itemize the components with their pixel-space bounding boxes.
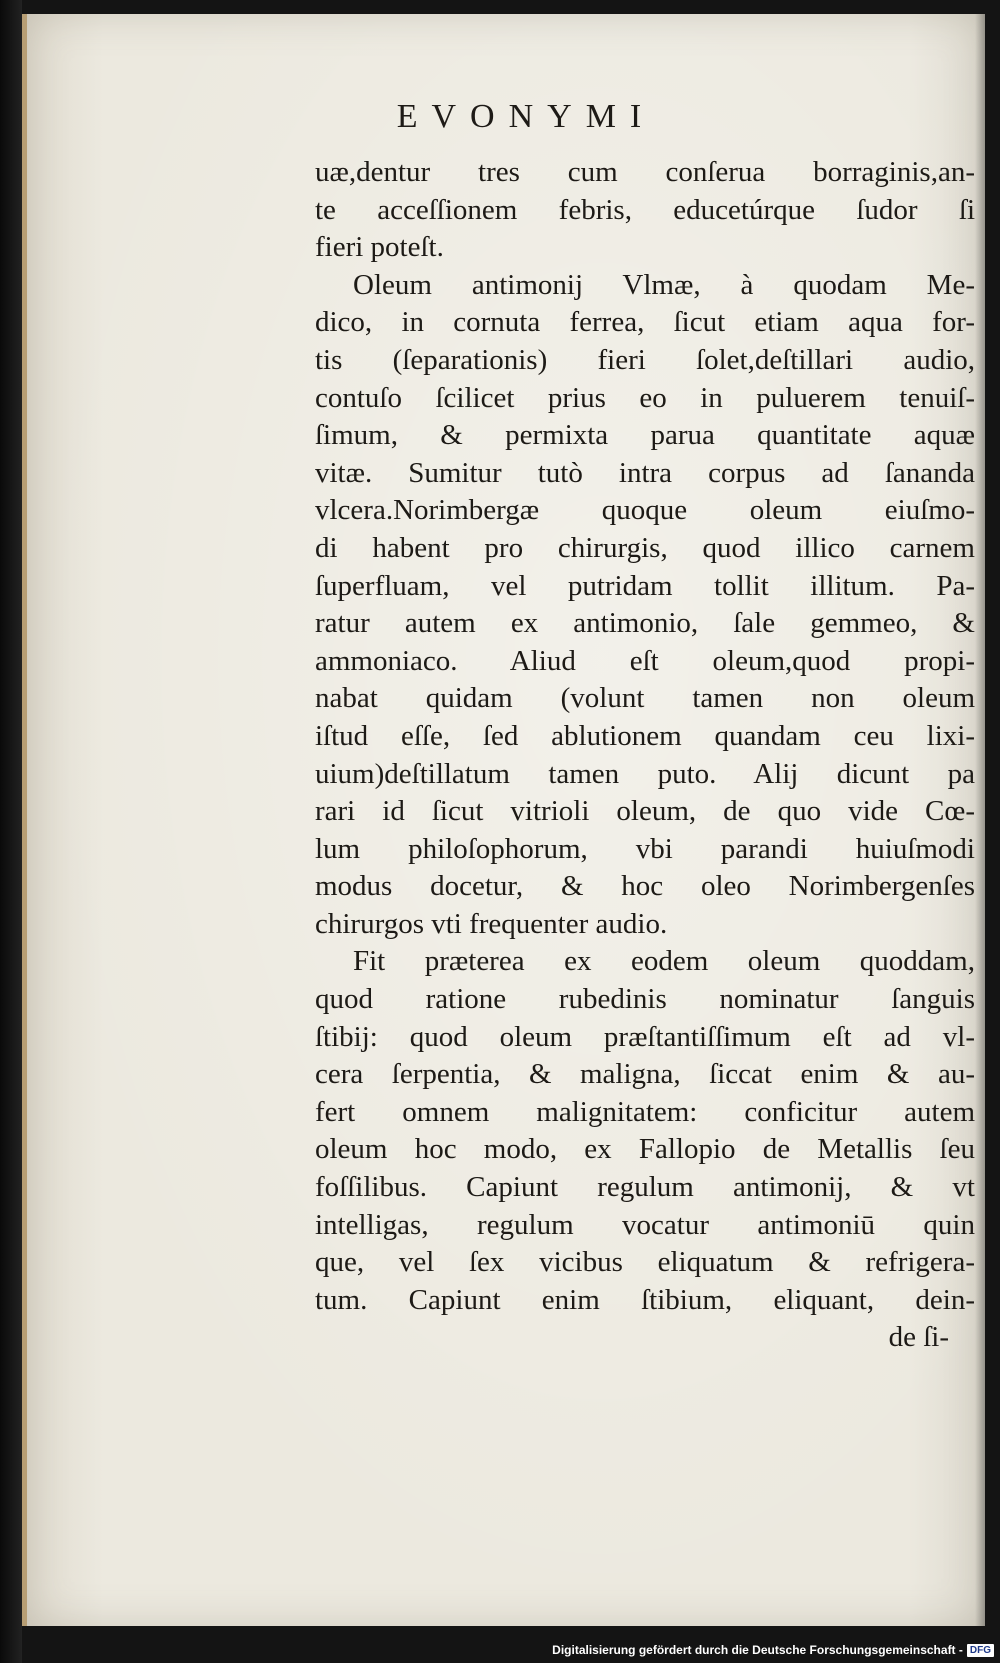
text-line: contuſo ſcilicet prius eo in puluerem tenuiſ- [315, 381, 975, 414]
text-line: uæ,dentur tres cum conſerua borraginis,an- [315, 156, 975, 188]
text-line: ſimum, & permixta parua quantitate aquæ [315, 419, 975, 452]
text-line: di habent pro chirurgis, quod illico carnem [315, 531, 975, 564]
text-line: vlcera.Norimbergæ quoque oleum eiuſmo- [315, 494, 975, 527]
book-page [22, 14, 985, 1626]
text-line: ratur autem ex antimonio, ſale gemmeo, & [315, 607, 975, 640]
text-line: dico, in cornuta ferrea, ſicut etiam aqua for- [315, 306, 975, 339]
catchword: de ſi- [888, 1321, 949, 1354]
page-edge-shadow [975, 14, 985, 1626]
text-line: nabat quidam (volunt tamen non oleum [315, 682, 975, 715]
text-line: oleum hoc modo, ex Fallopio de Metallis ſeu [315, 1133, 975, 1166]
text-line: fert omnem malignitatem: conficitur autem [315, 1095, 975, 1128]
text-line: ammoniaco. Aliud eſt oleum,quod propi- [315, 644, 975, 677]
text-line: ſtibij: quod oleum præſtantiſſimum eſt ad vl- [315, 1020, 975, 1053]
text-line: quod ratione rubedinis nominatur ſanguis [315, 983, 975, 1016]
digitization-credit [552, 1643, 994, 1657]
book-spine [0, 0, 22, 1663]
text-line: Oleum antimonij Vlmæ, à quodam Me- [353, 268, 975, 301]
text-line: tis (ſeparationis) fieri ſolet,deſtillari audio, [315, 343, 975, 376]
running-head: EVONYMI [396, 98, 656, 135]
text-line: lum philoſophorum, vbi parandi huiuſmodi [315, 832, 975, 865]
text-line: modus docetur, & hoc oleo Norimbergenſes [315, 870, 975, 903]
text-line: uium)deſtillatum tamen puto. Alij dicunt pa [315, 757, 975, 790]
text-line: vitæ. Sumitur tutò intra corpus ad ſananda [315, 456, 975, 489]
text-line: iſtud eſſe, ſed ablutionem quandam ceu lixi- [315, 719, 975, 752]
text-line: fieri poteſt. [315, 231, 444, 264]
dfg-logo-icon: DFG [967, 1644, 994, 1657]
text-line: rari id ſicut vitrioli oleum, de quo vide Cœ- [315, 795, 975, 828]
text-line: te acceſſionem febris, educetúrque ſudor ſi [315, 193, 975, 226]
text-line: ſuperfluam, vel putridam tollit illitum. Pa- [315, 569, 975, 602]
text-line: tum. Capiunt enim ſtibium, eliquant, dein- [315, 1283, 975, 1316]
text-line: foſſilibus. Capiunt regulum antimonij, & vt [315, 1171, 975, 1204]
text-line: Fit præterea ex eodem oleum quoddam, [353, 945, 975, 978]
text-line: intelligas, regulum vocatur antimoniū quin [315, 1208, 975, 1241]
text-line: que, vel ſex vicibus eliquatum & refrigera- [315, 1246, 975, 1279]
credit-text: Digitalisierung gefördert durch die Deutsche Forschungsgemeinschaft - [552, 1643, 963, 1657]
text-line: chirurgos vti frequenter audio. [315, 907, 668, 940]
body-text [315, 154, 975, 1357]
text-line: cera ſerpentia, & maligna, ſiccat enim & au- [315, 1058, 975, 1091]
